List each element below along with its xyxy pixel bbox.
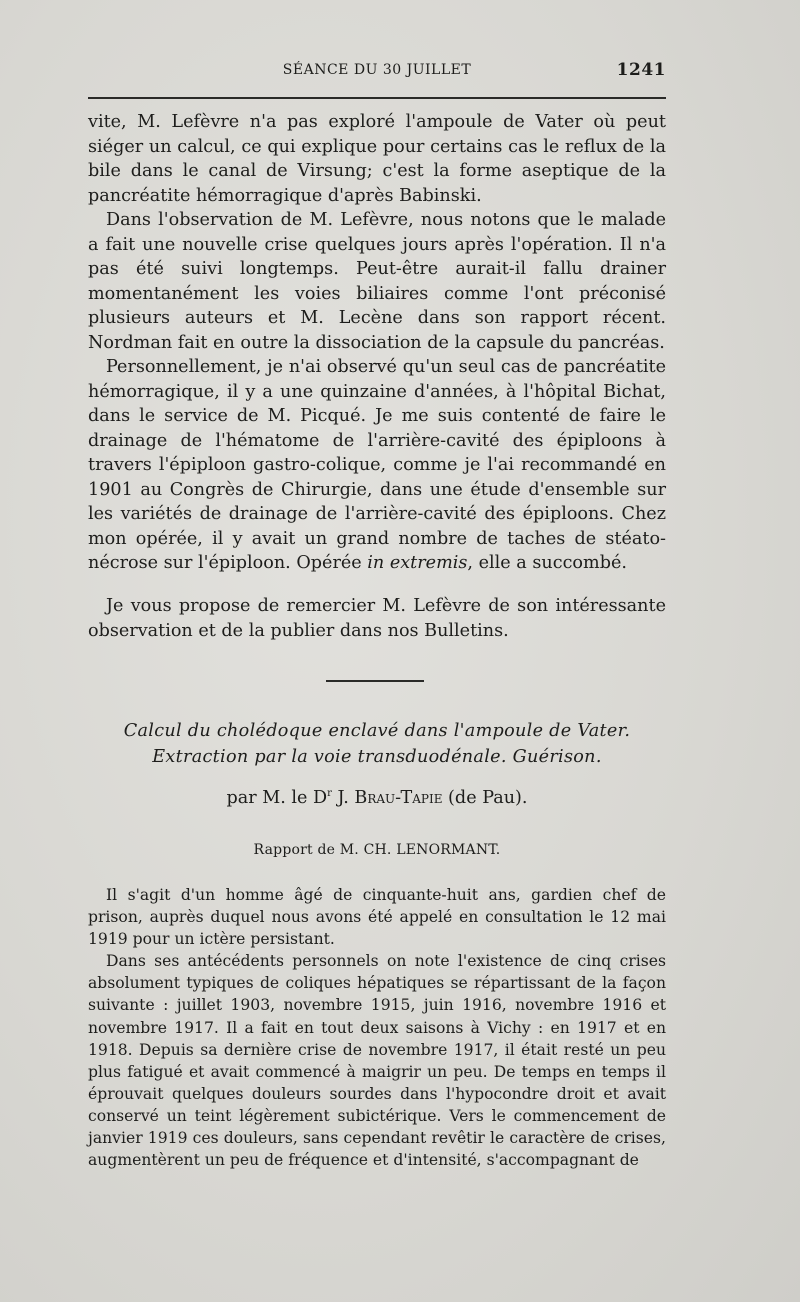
- paragraph: Dans ses antécédents personnels on note l'existence de cinq crises absolument typiques de coliques hépatiques se répartissant de la façon suivante : juillet 1903, novembre 1915, juin 1916, novembre 1916 et novembre 1917. Il a fait en tout deux saisons à Vichy : en 1917 et en 1918. Depuis sa dernière crise de novembre 1917, il était resté un peu plus fatigué et avait commencé à maigrir un peu. De temps en temps il éprouvait quelques douleurs sourdes dans l'hypocondre droit et avait conservé un teint légèrement subictérique. Vers le commencement de janvier 1919 ces douleurs, sans cependant revêtir le caractère de crises, augmentèrent un peu de fréquence et d'intensité, s'accompagnant de: [88, 952, 666, 1170]
- article-title-line: Calcul du cholédoque enclavé dans l'ampoule de Vater.: [123, 721, 631, 741]
- header-rule: [88, 97, 666, 99]
- page-number: 1241: [616, 60, 666, 80]
- paragraph: Je vous propose de remercier M. Lefèvre de son intéressante observation et de la publier dans nos Bulletins.: [88, 596, 666, 641]
- italic-phrase: in extremis: [367, 553, 468, 573]
- paragraph: Il s'agit d'un homme âgé de cinquante-huit ans, gardien chef de prison, auprès duquel nous avons été appelé en consultation le 12 mai 1919 pour un ictère persistant.: [88, 886, 666, 949]
- running-header: [88, 62, 666, 84]
- section-divider: [326, 680, 424, 682]
- paragraph: Dans l'observation de M. Lefèvre, nous notons que le malade a fait une nouvelle crise quelques jours après l'opération. Il n'a pas été suivi longtemps. Peut-être aurait-il fallu drainer momentanément les voies biliaires comme l'ont préconisé plusieurs auteurs et M. Lecène dans son rapport récent. Nordman fait en outre la dissociation de la capsule du pancréas.: [88, 210, 666, 353]
- paragraph: [88, 355, 666, 576]
- case-report: [88, 884, 666, 1171]
- proposal: [88, 594, 666, 643]
- report-line: Rapport de M. CH. LENORMANT.: [253, 842, 501, 858]
- paragraph-text: , elle a succombé.: [467, 553, 627, 573]
- article-title: [88, 718, 666, 770]
- author-sup: r: [327, 788, 332, 800]
- author-line: [88, 788, 666, 808]
- author-prefix: par M. le D: [226, 788, 328, 808]
- author-suffix: (de Pau).: [442, 788, 528, 808]
- report-conclusion: [88, 110, 666, 576]
- running-title: SÉANCE DU 30 JUILLET: [282, 62, 472, 78]
- paragraph-text: Personnellement, je n'ai observé qu'un seul cas de pancréatite hémorragique, il y a une quinzaine d'années, à l'hôpital Bichat, dans le service de M. Picqué. Je me suis contenté de faire le drainage de l'hématome de l'arrière-cavité des épiploons à travers l'épiploon gastro-colique, comme je l'ai recommandé en 1901 au Congrès de Chirurgie, dans une étude d'ensemble sur les variétés de drainage de l'arrière-cavité des épiploons. Chez mon opérée, il y avait un grand nombre de taches de stéato-nécrose sur l'épiploon.: [88, 357, 666, 573]
- author-initial: J.: [331, 788, 355, 808]
- paragraph-text: Opérée: [290, 553, 368, 573]
- paragraph: vite, M. Lefèvre n'a pas exploré l'ampoule de Vater où peut siéger un calcul, ce qui explique pour certains cas le reflux de la bile dans le canal de Virsung; c'est la forme aseptique de la pancréatite hémorragique d'après Babinski.: [88, 112, 666, 206]
- article-title-line: Extraction par la voie transduodénale. Guérison.: [152, 747, 602, 767]
- author-name: Brau-Tapie: [354, 788, 443, 808]
